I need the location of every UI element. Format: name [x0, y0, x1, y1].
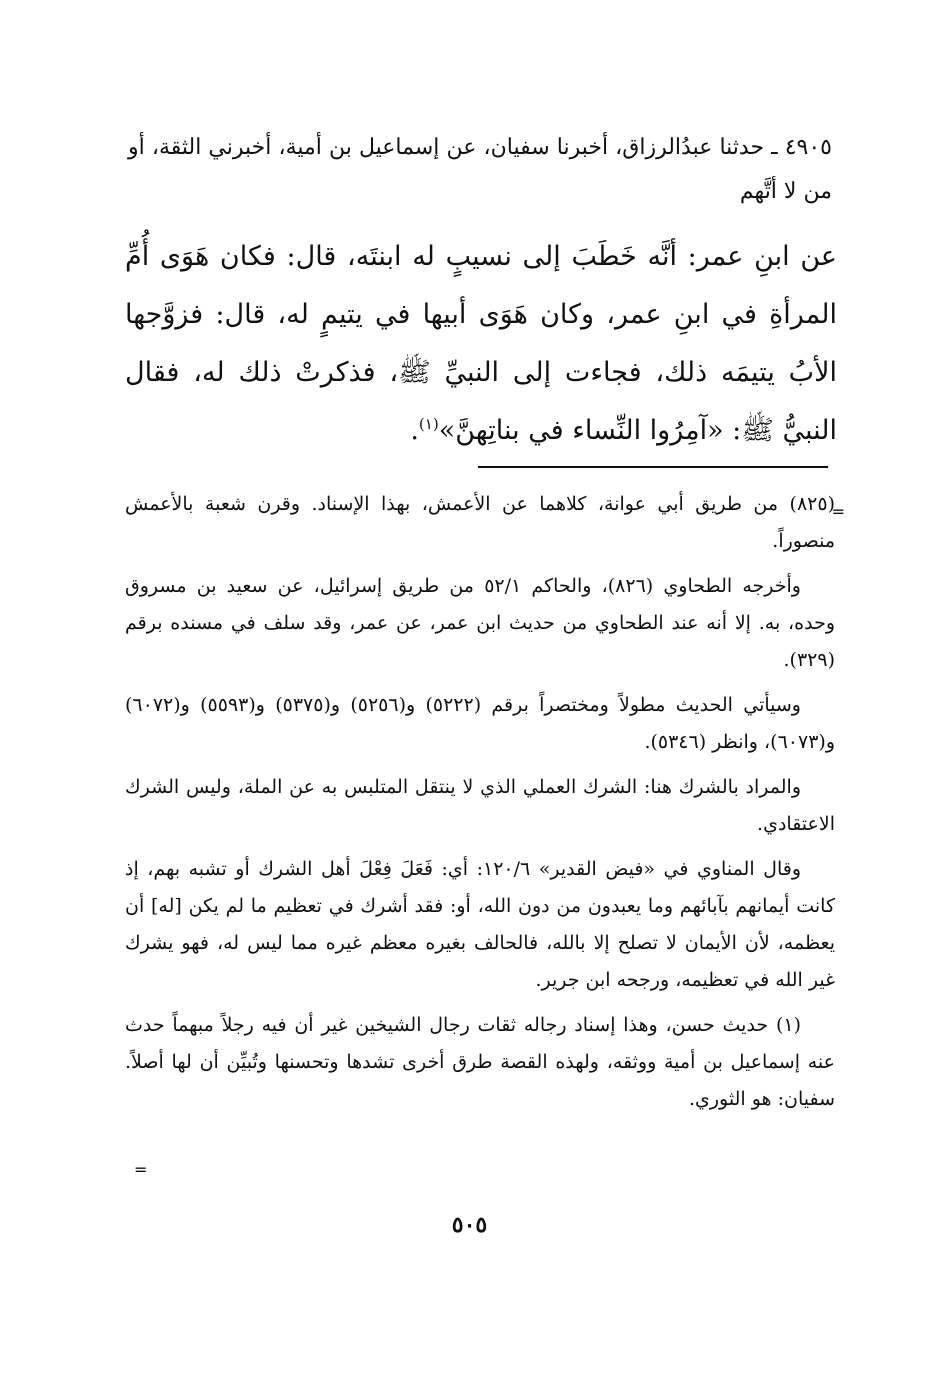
- footnote-paragraph: وأخرجه الطحاوي (٨٢٦)، والحاكم ٥٢/١ من طريق إسرائيل، عن سعيد بن مسروق وحده، به. إلا أنه عند الطحاوي من حديث ابن عمر، عن عمر، وقد سلف في مسنده برقم (٣٢٩).: [125, 575, 835, 671]
- footnote-continuation-mark-top: =: [831, 502, 845, 521]
- page-number: ٥٠٥: [451, 1212, 488, 1238]
- footnote-paragraph: والمراد بالشرك هنا: الشرك العملي الذي لا ينتقل المتلبس به عن الملة، وليس الشرك الاعتقادي.: [125, 776, 835, 835]
- footnotes-section: [125, 486, 835, 1126]
- hadith-matn: [125, 228, 837, 460]
- hadith-isnad: [128, 126, 832, 214]
- footnote-separator-line: [478, 466, 828, 468]
- footnote-reference: (١): [418, 415, 439, 433]
- hadith-matn-text: عن ابنِ عمر: أنَّه خَطَبَ إلى نسيبٍ له ابنتَه، قال: فكان هَوَى أُمِّ المرأةِ في ابنِ عمر، وكان هَوَى أبيها في يتيمٍ له، قال: فزوَّجها الأبُ يتيمَه ذلك، فجاءت إلى النبيِّ ﷺ، فذكرتْ ذلك له، فقال النبيُّ ﷺ: «آمِرُوا النِّساء في بناتِهنَّ»: [125, 241, 837, 446]
- hadith-end-mark: .: [410, 415, 419, 446]
- footnote-paragraph: (٨٢٥) من طريق أبي عوانة، كلاهما عن الأعمش، بهذا الإسناد. وقرن شعبة بالأعمش منصوراً.: [125, 493, 835, 552]
- footnote-continuation-mark-bottom: =: [134, 1160, 148, 1179]
- footnote-paragraph: وقال المناوي في «فيض القدير» ١٢٠/٦: أي: فَعَلَ فِعْلَ أهل الشرك أو تشبه بهم، إذ كانت أيمانهم بآبائهم وما يعبدون من دون الله، أو: فقد أشرك في تعظيم ما لم يكن [له] أن يعظمه، لأن الأيمان لا تصلح إلا بالله، فالحالف بغيره معظم غيره مما ليس له، فهو يشرك غير الله في تعظيمه، ورجحه ابن جرير.: [125, 858, 835, 991]
- footnote-paragraph: وسيأتي الحديث مطولاً ومختصراً برقم (٥٢٢٢) و(٥٢٥٦) و(٥٣٧٥) و(٥٥٩٣) و(٦٠٧٢) و(٦٠٧٣)، وانظر (٥٣٤٦).: [125, 694, 835, 753]
- hadith-isnad-text: ٤٩٠٥ ـ حدثنا عبدُالرزاق، أخبرنا سفيان، عن إسماعيل بن أمية، أخبرني الثقة، أو من لا أتَّهم: [128, 135, 832, 204]
- footnote-paragraph: (١) حديث حسن، وهذا إسناد رجاله ثقات رجال الشيخين غير أن فيه رجلاً مبهماً حدث عنه إسماعيل بن أمية ووثقه، ولهذه القصة طرق أخرى تشدها وتحسنها وتُبيِّن أن لها أصلاً. سفيان: هو الثوري.: [125, 1014, 835, 1110]
